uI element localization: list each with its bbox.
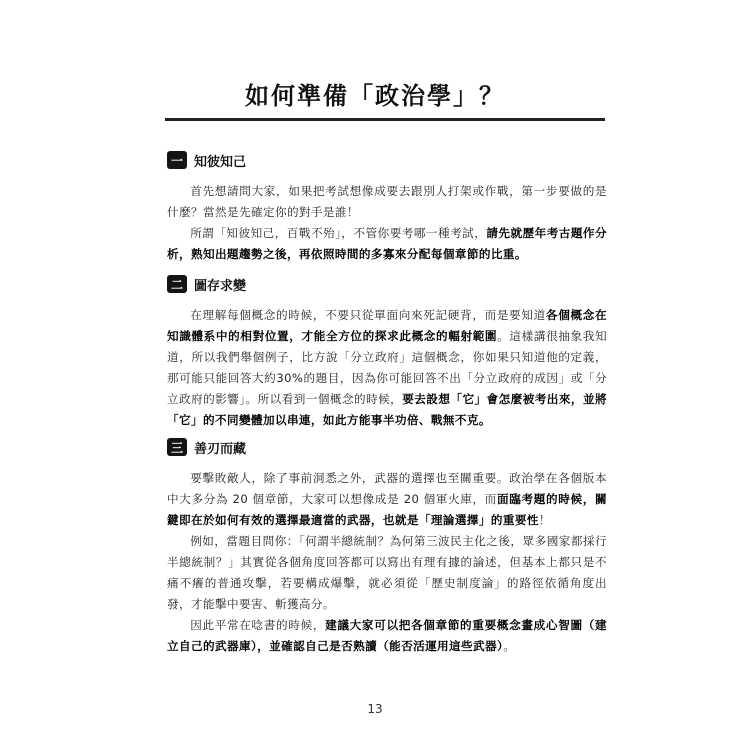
emphasis-text: 請先就歷年考古題作分析，熟知出題趨勢之後，再依照時間的多寡來分配每個章節的比重。	[167, 226, 607, 261]
section-header	[167, 274, 607, 294]
paragraph	[167, 223, 607, 265]
section-body	[167, 468, 607, 657]
text-run: 所謂「知彼知己，百戰不殆」，不管你要考哪一種考試，	[190, 226, 487, 240]
text-run: 在理解每個概念的時候，不要只從單面向來死記硬背，而是要知道	[190, 308, 546, 322]
section-header	[167, 150, 607, 170]
section-1	[167, 150, 607, 265]
text-run: 。這樣講很抽象我知道，所以我們舉個例子，比方說「分立政府」這個概念，你如果只知道他的定義，那可能只能回答大約30%的題目，因為你可能回答不出「分立政府的成因」或「分立政府的影響」。所以看到一個概念的時候，	[167, 329, 607, 406]
emphasis-text: 要去設想「它」會怎麼被考出來，並將「它」的不同變體加以串連，如此方能事半功倍、戰無不克。	[167, 392, 607, 427]
section-heading: 圖存求變	[194, 278, 247, 294]
text-run: 。	[503, 639, 516, 653]
page-number: 13	[367, 702, 383, 716]
paragraph	[167, 615, 607, 657]
paragraph	[167, 468, 607, 531]
emphasis-text: 建議大家可以把各個章節的重要概念畫成心智圖（建立自己的武器庫），並確認自己是否熟讀（能否活運用這些武器）	[167, 618, 607, 653]
text-run: ！	[538, 513, 551, 527]
section-number-badge: 一	[167, 151, 187, 169]
section-heading: 知彼知己	[194, 154, 247, 170]
text-run: 首先想請問大家，如果把考試想像成要去跟別人打架或作戰，第一步要做的是什麼？當然是先確定你的對手是誰！	[167, 184, 607, 219]
text-run: 要擊敗敵人，除了事前洞悉之外，武器的選擇也至關重要。政治學在各個版本中大多分為 20 個章節，大家可以想像成是 20 個軍火庫，而	[167, 471, 607, 506]
paragraph	[167, 305, 607, 431]
section-number-badge: 三	[167, 438, 187, 456]
section-body	[167, 305, 607, 431]
paragraph	[167, 181, 607, 223]
section-heading: 善刃而藏	[194, 441, 247, 457]
section-2	[167, 274, 607, 431]
text-run: 例如，當題目問你：「何謂半總統制？為何第三波民主化之後，眾多國家都採行半總統制？」其實從各個角度回答都可以寫出有理有據的論述，但基本上都只是不痛不癢的普通攻擊，若要構成爆擊，就必須從「歷史制度論」的路徑依循角度出發，才能擊中要害、斬獲高分。	[167, 534, 607, 611]
emphasis-text: 面臨考題的時候，關鍵即在於如何有效的選擇最適當的武器，也就是「理論選擇」的重要性	[167, 492, 607, 527]
page-title: 如何準備「政治學」？	[245, 82, 505, 110]
section-3	[167, 437, 607, 657]
emphasis-text: 各個概念在知識體系中的相對位置，才能全方位的探求此概念的輻射範圍	[167, 308, 607, 343]
paragraph	[167, 531, 607, 615]
section-number-badge: 二	[167, 275, 187, 293]
title-divider	[165, 118, 605, 121]
section-body	[167, 181, 607, 265]
text-run: 因此平常在唸書的時候，	[190, 618, 326, 632]
section-header	[167, 437, 607, 457]
